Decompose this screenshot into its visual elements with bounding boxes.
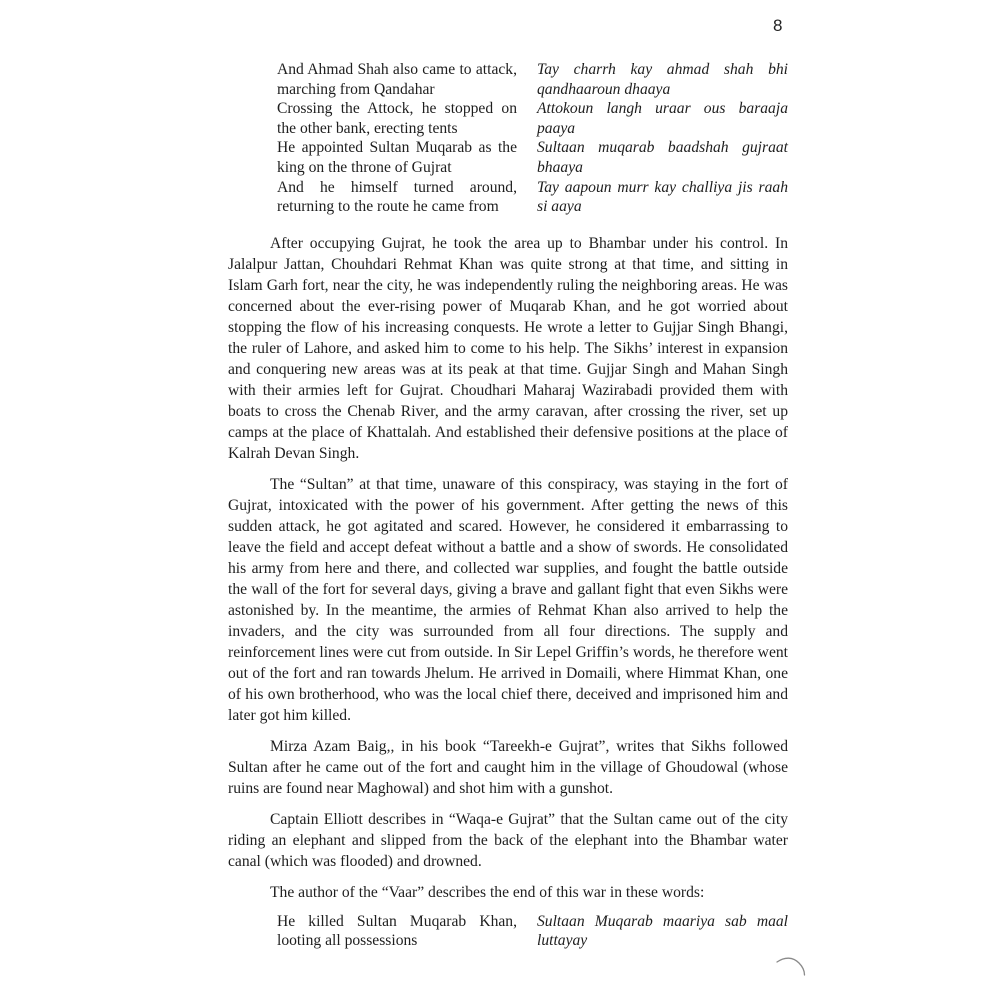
verse-block-top bbox=[277, 60, 788, 217]
verse-english-line: He killed Sultan Muqarab Khan, looting all possessions bbox=[277, 912, 517, 950]
verse-roman-line: Attokoun langh uraar ous baraaja paaya bbox=[537, 100, 788, 137]
verse-roman-line: Sultaan muqarab baadshah gujraat bhaaya bbox=[537, 139, 788, 176]
body-paragraph: Mirza Azam Baig,, in his book “Tareekh-e Gujrat”, writes that Sikhs followed Sultan after he came out of the fort and caught him in the village of Ghoudowal (whose ruins are found near Maghowal) and shot him with a gunshot. bbox=[228, 737, 788, 797]
verse-english-line: And Ahmad Shah also came to attack, marching from Qandahar bbox=[277, 61, 517, 98]
body-paragraph: The “Sultan” at that time, unaware of this conspiracy, was staying in the fort of Gujrat, intoxicated with the power of his government. After getting the news of this sudden attack, he got agitated and scared. However, he considered it embarrassing to leave the field and accept defeat without a battle and a show of swords. He consolidated his army from here and there, and collected war supplies, and fought the battle outside the wall of the fort for several days, giving a brave and gallant fight that even Sikhs were astonished by. In the meantime, the armies of Rehmat Khan also arrived to help the invaders, and the city was surrounded from all four directions. The supply and reinforcement lines were cut from outside. In Sir Lepel Griffin’s words, he therefore went out of the fort and ran towards Jhelum. He arrived in Domaili, where Himmat Khan, one of his own brotherhood, who was the local chief there, deceived and imprisoned him and later got him killed. bbox=[228, 475, 788, 724]
page-content bbox=[228, 60, 788, 951]
body-paragraph: The author of the “Vaar” describes the end of this war in these words: bbox=[270, 883, 705, 901]
verse-roman-line: Tay charrh kay ahmad shah bhi qandhaaroun dhaaya bbox=[537, 61, 788, 98]
verse-roman-line: Tay aapoun murr kay challiya jis raah si aaya bbox=[537, 178, 788, 216]
verse-roman-line: Sultaan Muqarab maariya sab maal luttayay bbox=[537, 912, 788, 950]
verse-english-line: Crossing the Attock, he stopped on the other bank, erecting tents bbox=[277, 100, 517, 137]
page-curl-mark bbox=[770, 955, 812, 979]
page-number: 8 bbox=[773, 16, 783, 35]
body-paragraph: Captain Elliott describes in “Waqa-e Gujrat” that the Sultan came out of the city riding an elephant and slipped from the back of the elephant into the Bhambar water canal (which was flooded) and drowned. bbox=[228, 810, 788, 870]
verse-english-line: And he himself turned around, returning to the route he came from bbox=[277, 178, 517, 216]
verse-block-bottom bbox=[277, 912, 788, 951]
verse-english-line: He appointed Sultan Muqarab as the king on the throne of Gujrat bbox=[277, 139, 517, 176]
body-paragraph: After occupying Gujrat, he took the area up to Bhambar under his control. In Jalalpur Jattan, Chouhdari Rehmat Khan was quite strong at that time, and sitting in Islam Garh fort, near the city, he was independently ruling the neighboring areas. He was concerned about the ever-rising power of Muqarab Khan, and he got worried about stopping the flow of his increasing conquests. He wrote a letter to Gujjar Singh Bhangi, the ruler of Lahore, and asked him to come to his help. The Sikhs’ interest in expansion and conquering new areas was at its peak at that time. Gujjar Singh and Mahan Singh with their armies left for Gujrat. Choudhari Maharaj Wazirabadi provided them with boats to cross the Chenab River, and the army caravan, after crossing the river, set up camps at the place of Khattalah. And established their defensive positions at the place of Kalrah Devan Singh. bbox=[228, 234, 788, 462]
